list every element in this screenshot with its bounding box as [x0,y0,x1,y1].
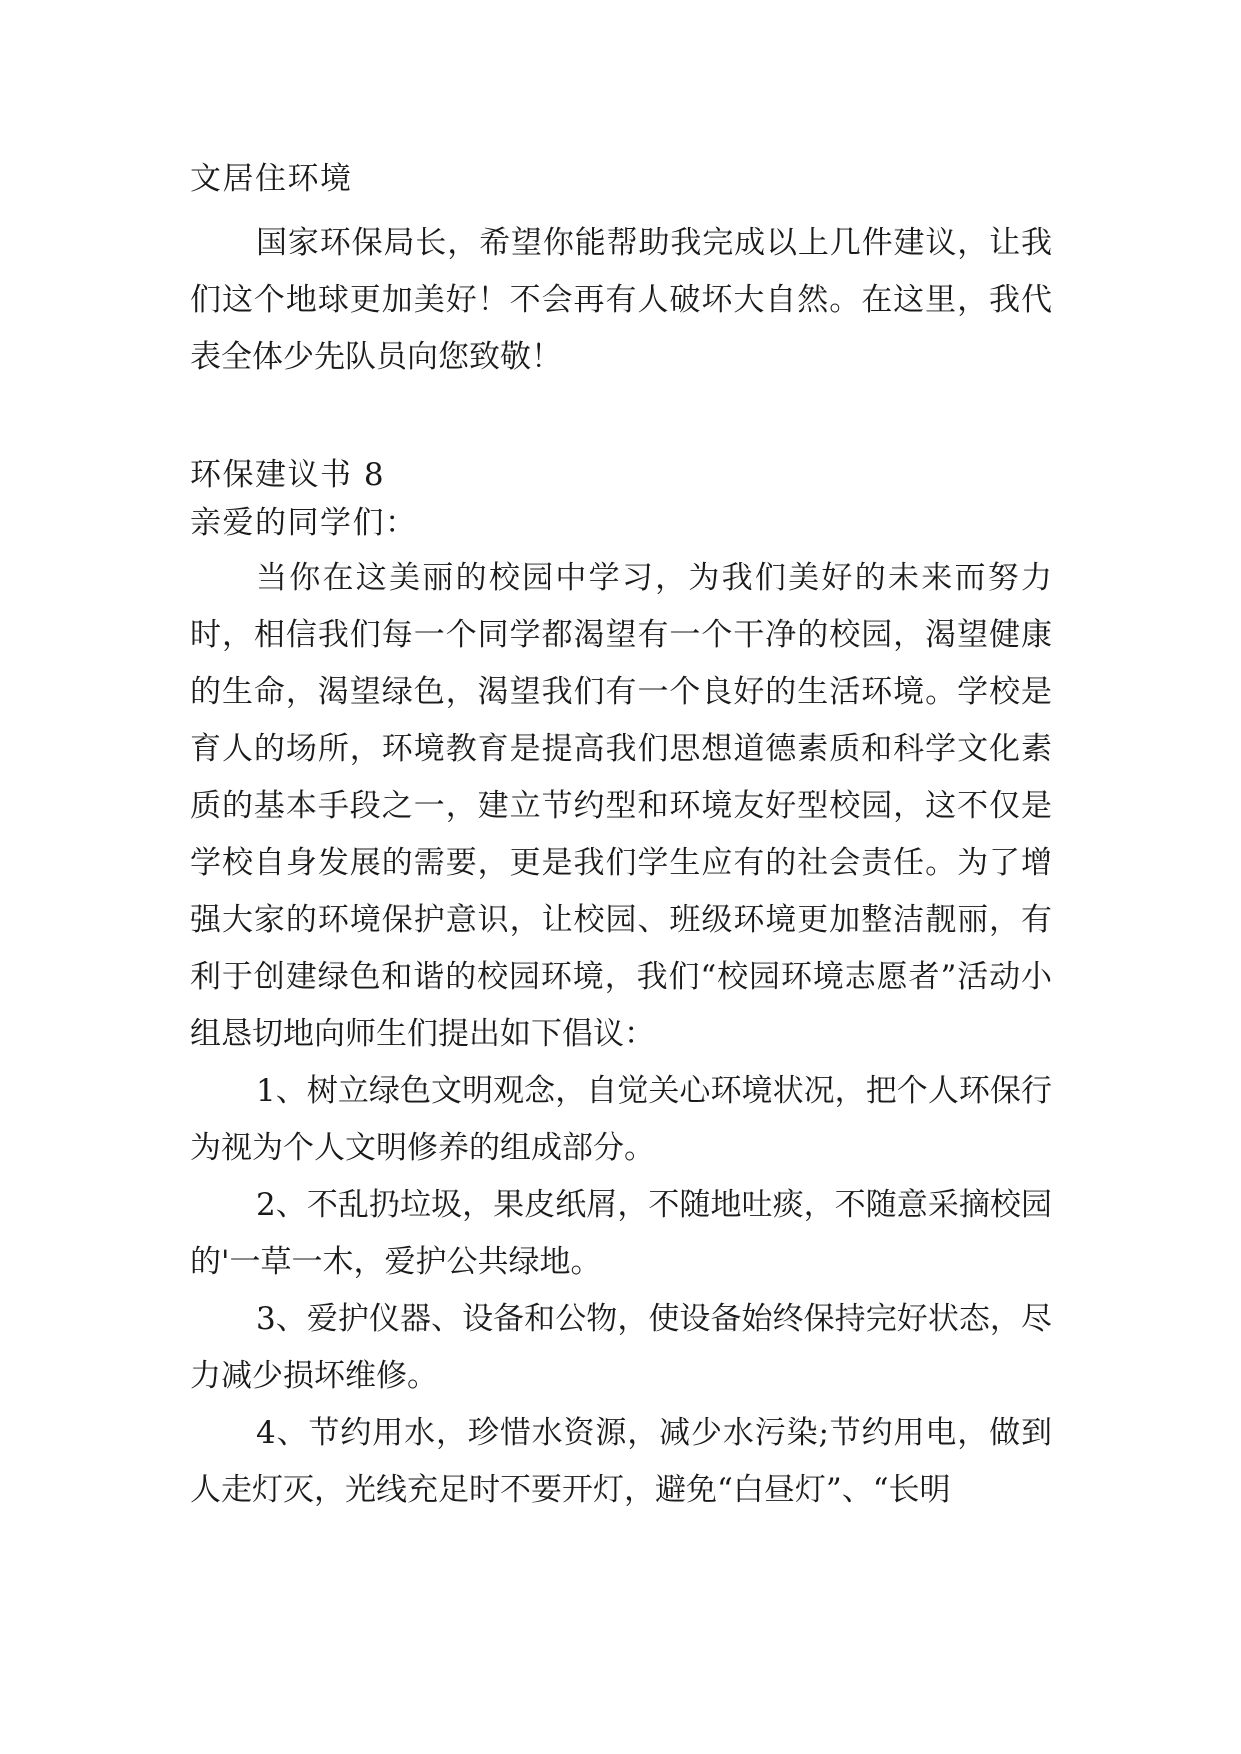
list-item: 1、树立绿色文明观念，自觉关心环境状况，把个人环保行为视为个人文明修养的组成部分。 [190,1073,1052,1166]
document-page [190,158,1052,1519]
salutation: 亲爱的同学们： [190,505,418,541]
intro-paragraph: 当你在这美丽的校园中学习，为我们美好的未来而努力时，相信我们每一个同学都渴望有一个干净的校园，渴望健康的生命，渴望绿色，渴望我们有一个良好的生活环境。学校是育人的场所，环境教育是提高我们思想道德素质和科学文化素质的基本手段之一，建立节约型和环境友好型校园，这不仅是学校自身发展的需要，更是我们学生应有的社会责任。为了增强大家的环境保护意识，让校园、班级环境更加整洁靓丽，有利于创建绿色和谐的校园环境，我们“校园环境志愿者”活动小组恳切地向师生们提出如下倡议： [190,560,1052,1052]
section-title: 环保建议书 8 [190,457,386,493]
list-item: 4、节约用水，珍惜水资源，减少水污染;节约用电，做到人走灯灭，光线充足时不要开灯，避免“白昼灯”、“长明 [190,1415,1052,1508]
closing-paragraph: 国家环保局长，希望你能帮助我完成以上几件建议，让我们这个地球更加美好！不会再有人破坏大自然。在这里，我代表全体少先队员向您致敬！ [190,225,1052,375]
top-fragment-text: 文居住环境 [190,161,353,197]
list-item: 2、不乱扔垃圾，果皮纸屑，不随地吐痰，不随意采摘校园的'一草一木，爱护公共绿地。 [190,1187,1052,1280]
list-item: 3、爱护仪器、设备和公物，使设备始终保持完好状态，尽力减少损坏维修。 [190,1301,1052,1394]
